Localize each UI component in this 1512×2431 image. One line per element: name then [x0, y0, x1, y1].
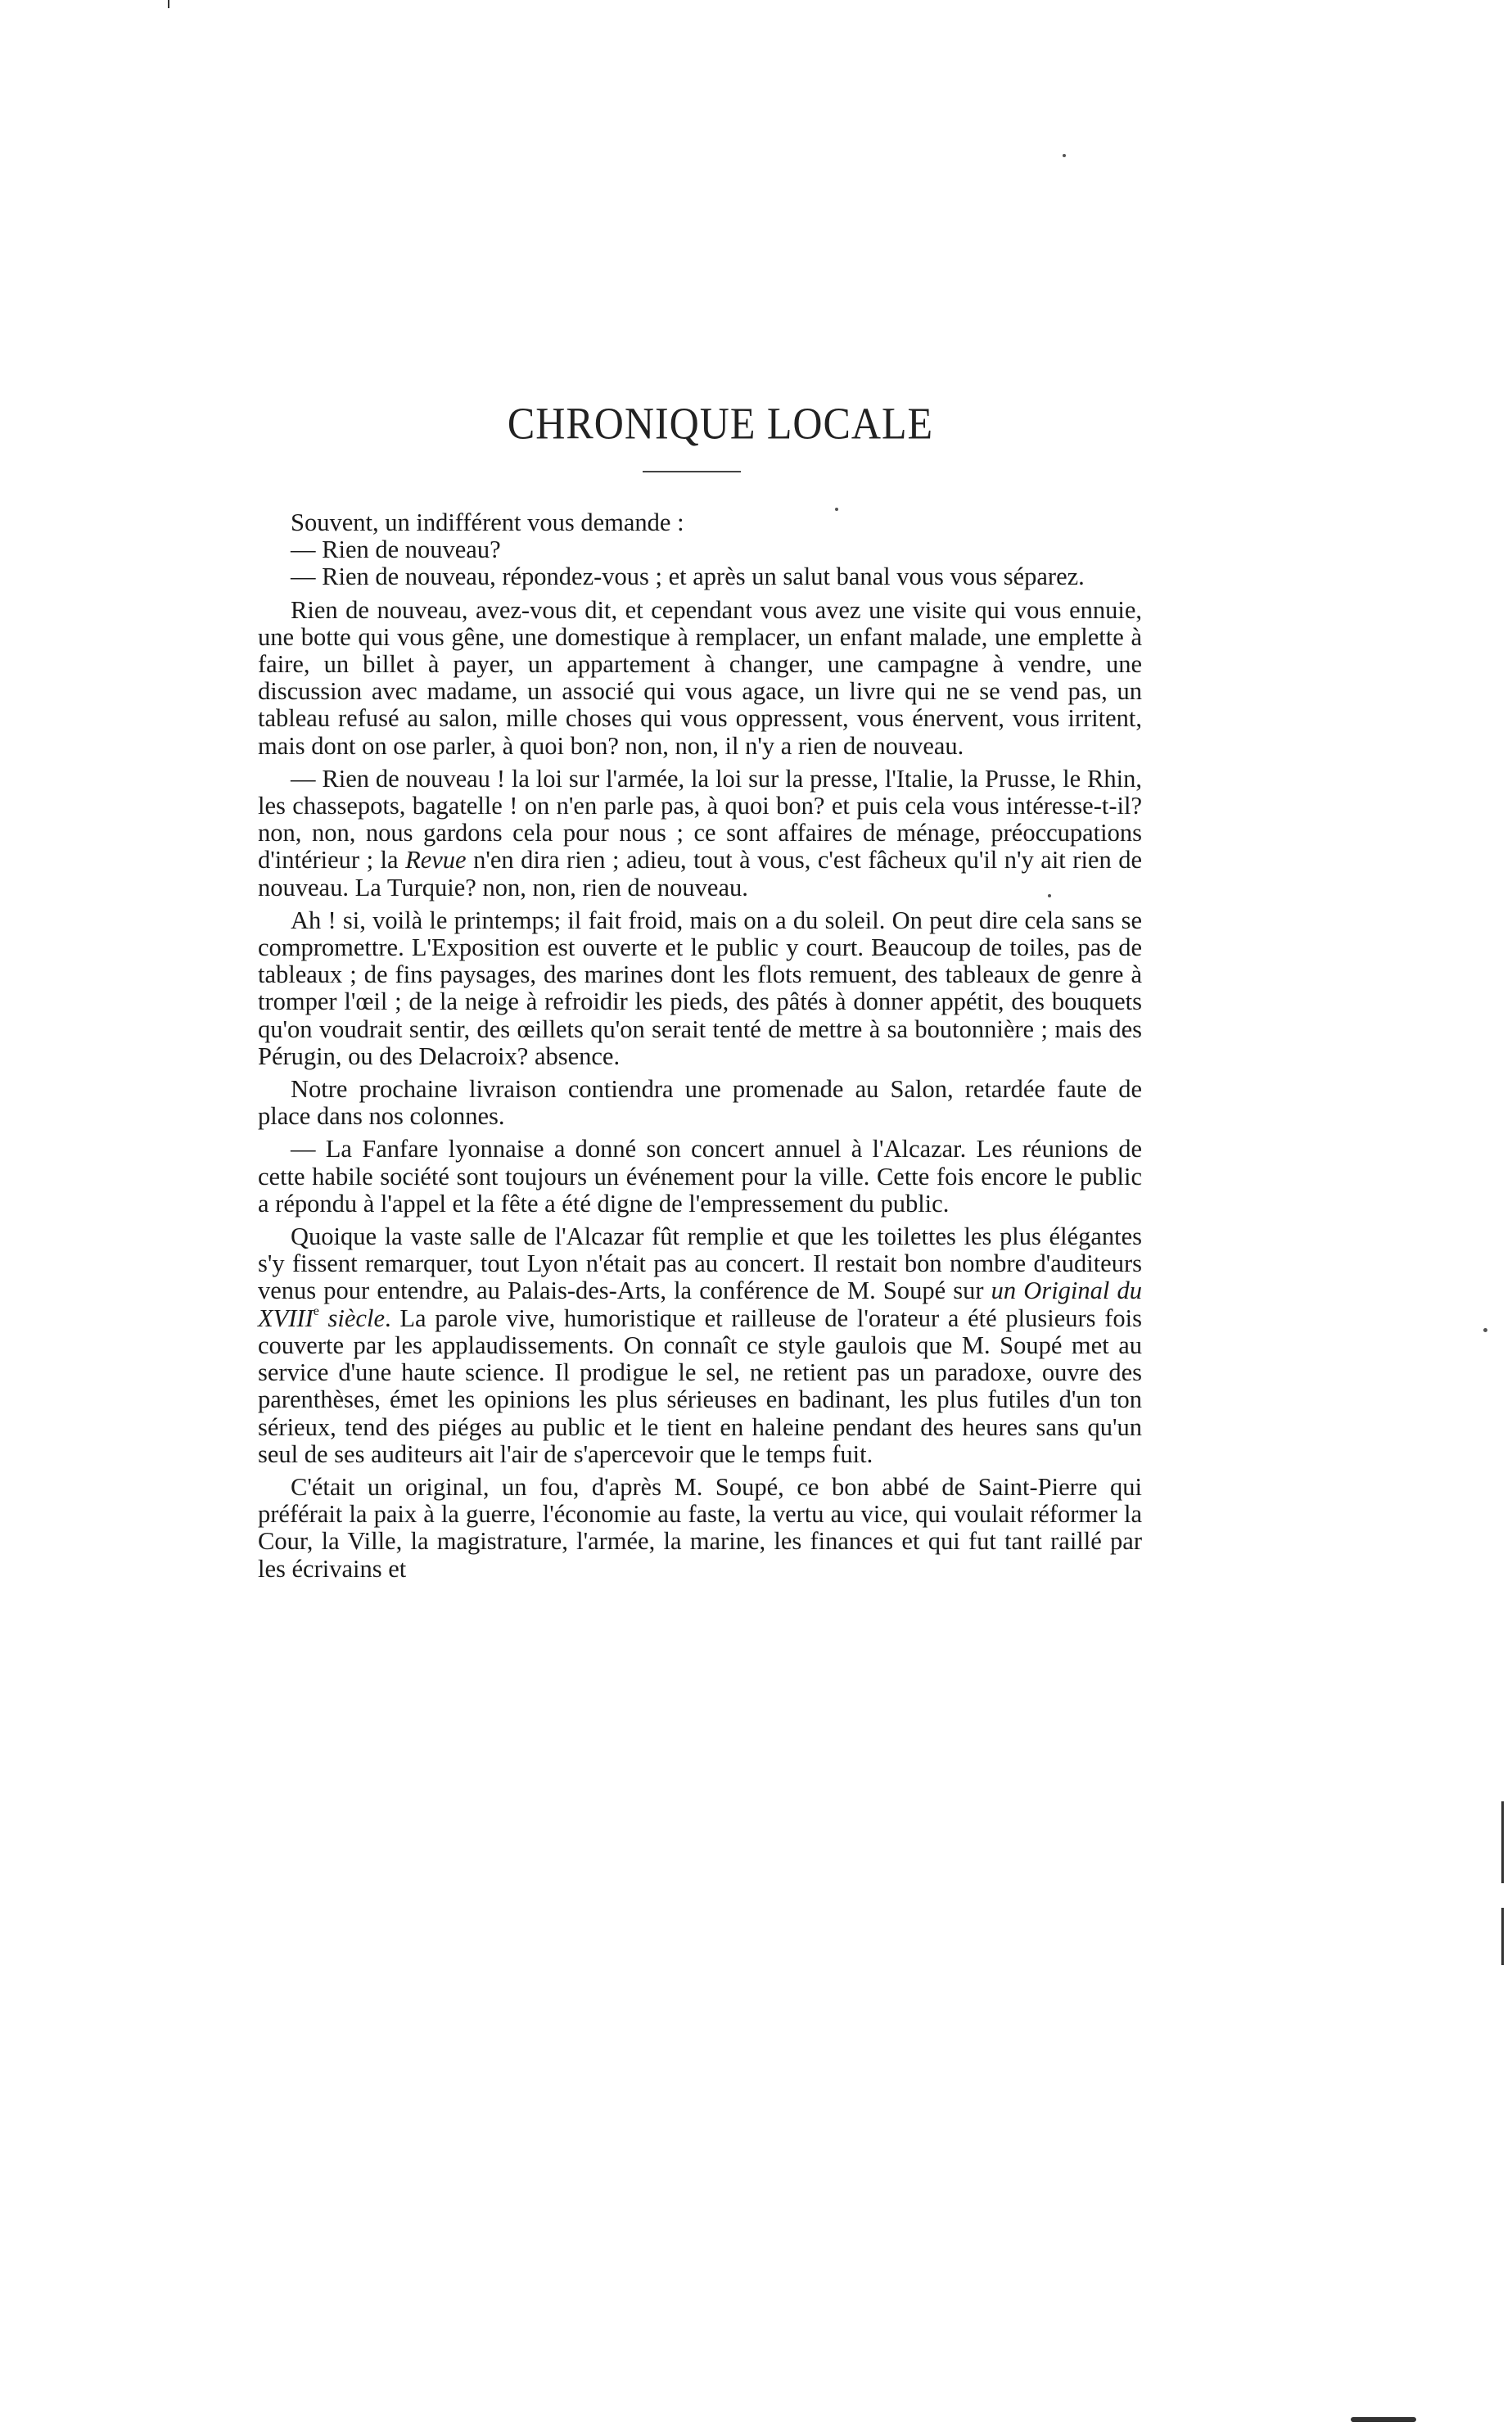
paragraph-9-superscript: e	[313, 1304, 319, 1318]
paragraph-5-emphasis: Revue	[405, 846, 467, 874]
scan-edge-mark	[168, 0, 169, 8]
scan-edge-mark	[1351, 2417, 1416, 2422]
paragraph-1: Souvent, un indifférent vous demande :	[291, 508, 684, 536]
scan-speck	[1483, 1328, 1487, 1332]
scan-speck	[1063, 154, 1066, 157]
paragraph-5-text-a: — Rien de nouveau ! la loi sur l'armée, la loi sur la presse, l'Italie, la Prusse, le Rhin, les chassepots, bagatelle ! on n'en parle pas, à quoi bon? et puis cela vous intéresse-t-il? non, non, nous gardons cela pour nous ; ce sont affaires de ménage, préoccupations d'intérieur ; la	[258, 764, 1142, 874]
paragraph-6: Ah ! si, voilà le printemps; il fait froid, mais on a du soleil. On peut dire cela sans se compromettre. L'Exposition est ouverte et le public y court. Beaucoup de toiles, pas de tableaux ; de fins paysages, des marines dont les flots remuent, des tableaux de genre à tromper l'œil ; de la neige à refroidir les pieds, des pâtés à donner appétit, des bouquets qu'on voudrait sentir, des œillets qu'on serait tenté de mettre à sa boutonnière ; mais des Pérugin, ou des Delacroix? absence.	[258, 906, 1142, 1070]
paragraph-9-text-a: Quoique la vaste salle de l'Alcazar fût remplie et que les toilettes les plus élégantes s'y fissent remarquer, tout Lyon n'était pas au concert. Il restait bon nombre d'auditeurs venus pour entendre, au Palais-des-Arts, la conférence de M. Soupé sur	[258, 1222, 1142, 1305]
scan-margin-mark	[1501, 1801, 1504, 1883]
scan-speck	[1048, 894, 1051, 897]
page-title: CHRONIQUE LOCALE	[507, 398, 934, 449]
title-divider	[643, 471, 741, 472]
paragraph-9	[258, 1223, 1142, 1468]
paragraph-10: C'était un original, un fou, d'après M. Soupé, ce bon abbé de Saint-Pierre qui préférait la paix à la guerre, l'économie au faste, la vertu au vice, qui voulait réformer la Cour, la Ville, la magistrature, l'armée, la marine, les finances et qui fut tant raillé par les écrivains et	[258, 1472, 1142, 1583]
paragraph-8: — La Fanfare lyonnaise a donné son concert annuel à l'Alcazar. Les réunions de cette habile société sont toujours un événement pour la ville. Cette fois encore le public a répondu à l'appel et la fête a été digne de l'empressement du public.	[258, 1135, 1142, 1218]
paragraph-4: Rien de nouveau, avez-vous dit, et cependant vous avez une visite qui vous ennuie, une botte qui vous gêne, une domestique à remplacer, un enfant malade, une emplette à faire, un billet à payer, un appartement à changer, une campagne à vendre, une discussion avec madame, un associé qui vous agace, un livre qui ne se vend pas, un tableau refusé au salon, mille choses qui vous oppressent, vous énervent, vous irritent, mais dont on ose parler, à quoi bon? non, non, il n'y a rien de nouveau.	[258, 595, 1142, 760]
article-body	[258, 509, 1142, 1588]
paragraph-9-emphasis-2: siècle	[318, 1304, 385, 1332]
scan-margin-mark	[1501, 1908, 1504, 1965]
paragraph-9-emphasis: un Original du XVIII	[258, 1277, 1142, 1332]
paragraph-2: — Rien de nouveau?	[291, 535, 501, 564]
paragraph-5-text-b: n'en dira rien ; adieu, tout à vous, c'est fâcheux qu'il n'y ait rien de nouveau. La Turquie? non, non, rien de nouveau.	[258, 846, 1143, 901]
paragraph-3: — Rien de nouveau, répondez-vous ; et après un salut banal vous vous séparez.	[291, 563, 1085, 591]
paragraph-7: Notre prochaine livraison contiendra une promenade au Salon, retardée faute de place dans nos colonnes.	[258, 1075, 1142, 1131]
paragraph-5	[258, 766, 1142, 901]
scan-speck	[835, 508, 838, 511]
paragraph-9-text-b: . La parole vive, humoristique et railleuse de l'orateur a été plusieurs fois couverte par les applaudissements. On connaît ce style gaulois que M. Soupé met au service d'une haute science. Il prodigue le sel, ne retient pas un paradoxe, ouvre des parenthèses, émet les opinions les plus sérieuses en badinant, les plus futiles d'un ton sérieux, tend des piéges au public et le tient en haleine pendant des heures sans qu'un seul de ses auditeurs ait l'air de s'apercevoir que le temps fuit.	[258, 1304, 1142, 1468]
